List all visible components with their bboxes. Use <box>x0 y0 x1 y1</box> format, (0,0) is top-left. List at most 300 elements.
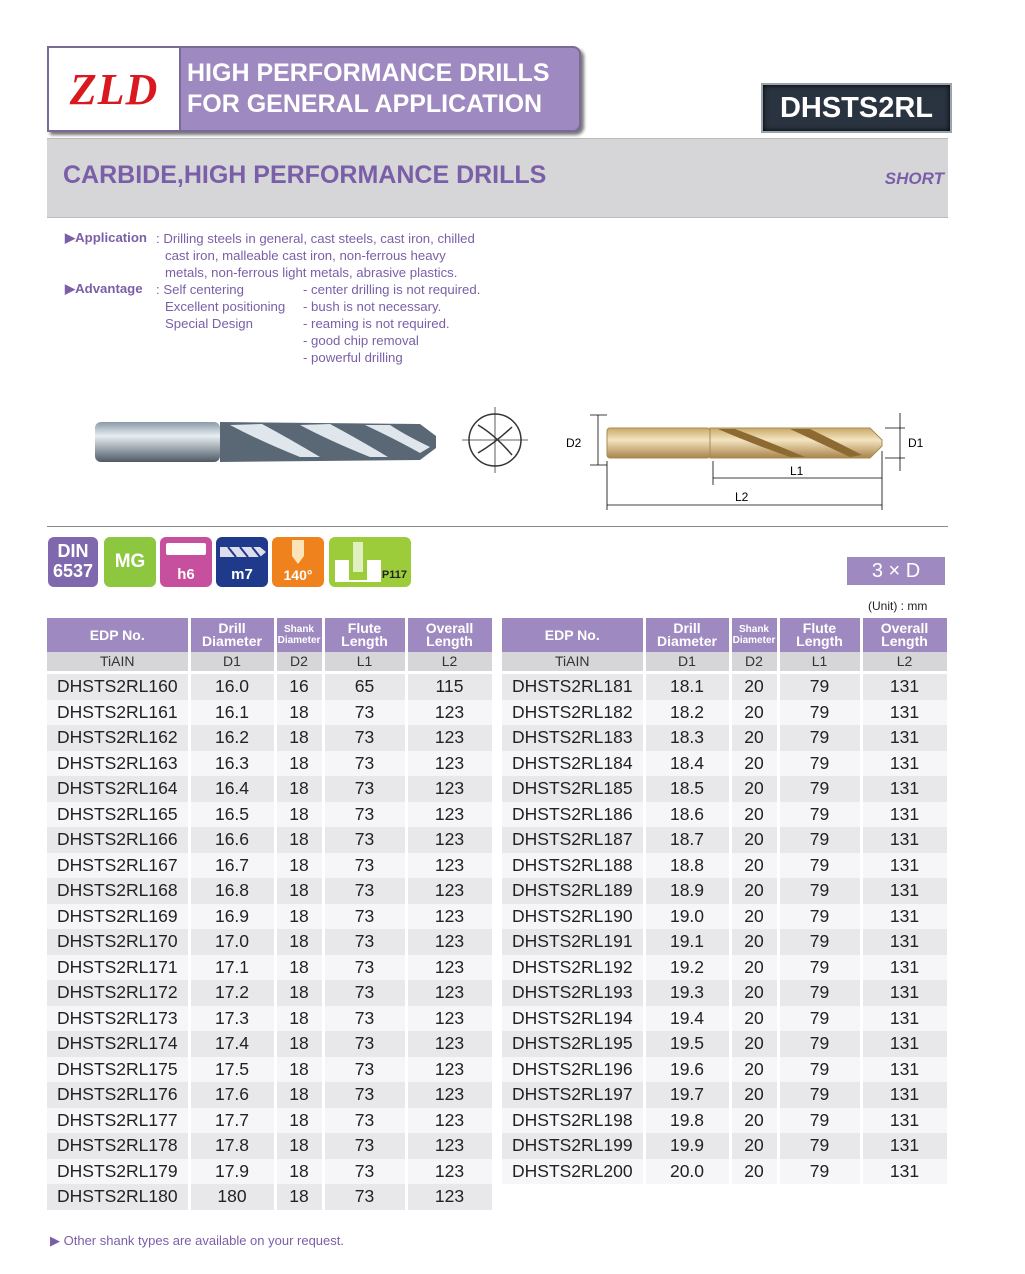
table-row <box>502 674 948 700</box>
overall-length-cell: 123 <box>406 1057 493 1083</box>
header-line: Length <box>796 633 843 649</box>
l1-label: L1 <box>790 464 804 478</box>
application-line: : Drilling steels in general, cast steels, cast iron, chilled <box>156 231 475 246</box>
table-row <box>502 725 948 751</box>
shank-diameter-cell: 18 <box>275 980 323 1006</box>
length-type-label: SHORT <box>884 169 944 188</box>
overall-length-cell: 131 <box>861 725 948 751</box>
diameter-tolerance-icon <box>216 537 268 587</box>
advantage-note: - reaming is not required. <box>303 316 450 331</box>
table-row <box>502 1133 948 1159</box>
drill-diameter-cell: 16.4 <box>189 776 275 802</box>
overall-length-cell: 123 <box>406 929 493 955</box>
drill-diameter-cell: 16.3 <box>189 751 275 777</box>
overall-length-cell: 131 <box>861 1006 948 1032</box>
edp-cell: DHSTS2RL190 <box>502 904 644 930</box>
flute-length-cell: 79 <box>778 776 861 802</box>
drill-diameter-cell: 18.7 <box>644 827 730 853</box>
category-band <box>47 138 948 218</box>
edp-cell: DHSTS2RL188 <box>502 853 644 879</box>
product-code-badge: DHSTS2RL <box>761 83 952 133</box>
edp-cell: DHSTS2RL177 <box>47 1108 189 1134</box>
flute-length-cell: 73 <box>323 1159 406 1185</box>
advantage-item: Excellent positioning <box>165 299 286 314</box>
drill-diameter-cell: 18.4 <box>644 751 730 777</box>
shank-diameter-cell: 18 <box>275 904 323 930</box>
header-line: Flute <box>347 620 382 636</box>
flute-length-cell: 79 <box>778 1031 861 1057</box>
header-line: Drill <box>673 620 701 636</box>
shank-diameter-cell: 18 <box>275 929 323 955</box>
overall-length-cell: 131 <box>861 1159 948 1185</box>
length-ratio-badge: 3 × D <box>847 557 945 585</box>
overall-length-cell: 131 <box>861 853 948 879</box>
shank-diameter-cell: 20 <box>730 1031 778 1057</box>
overall-length-cell: 123 <box>406 904 493 930</box>
shank-diameter-cell: 18 <box>275 1159 323 1185</box>
shank-diameter-cell: 18 <box>275 1006 323 1032</box>
drill-diameter-cell: 18.5 <box>644 776 730 802</box>
shank-diameter-cell: 18 <box>275 878 323 904</box>
table-row <box>502 802 948 828</box>
table-row <box>47 751 493 777</box>
shank-diameter-cell: 18 <box>275 1184 323 1210</box>
brand-title-line2: FOR GENERAL APPLICATION <box>187 90 543 118</box>
table-row <box>502 1006 948 1032</box>
overall-length-cell: 123 <box>406 878 493 904</box>
h6-label: h6 <box>177 566 195 583</box>
header-line: Length <box>881 633 928 649</box>
shank-diameter-cell: 20 <box>730 725 778 751</box>
edp-header <box>502 618 644 652</box>
drill-diameter-cell: 180 <box>189 1184 275 1210</box>
drill-diameter-cell: 17.8 <box>189 1133 275 1159</box>
flute-length-cell: 79 <box>778 827 861 853</box>
table-row <box>502 1057 948 1083</box>
shank-diameter-cell: 18 <box>275 751 323 777</box>
header-line: Diameter <box>277 635 321 646</box>
drill-diameter-cell: 19.9 <box>644 1133 730 1159</box>
flute-length-cell: 73 <box>323 955 406 981</box>
coating-subheader: TiAIN <box>502 652 644 671</box>
drill-drawings <box>0 395 1025 525</box>
overall-length-cell: 131 <box>861 980 948 1006</box>
overall-length-cell: 123 <box>406 980 493 1006</box>
table-row <box>502 980 948 1006</box>
din-standard-icon <box>48 537 98 587</box>
drill-diameter-cell: 19.4 <box>644 1006 730 1032</box>
drill-diameter-cell: 19.3 <box>644 980 730 1006</box>
overall-length-cell: 123 <box>406 776 493 802</box>
overall-length-cell: 123 <box>406 827 493 853</box>
coating-subheader: TiAIN <box>47 652 189 671</box>
table-row <box>502 751 948 777</box>
flute-length-cell: 73 <box>323 878 406 904</box>
flute-length-cell: 73 <box>323 904 406 930</box>
flute-length-cell: 79 <box>778 802 861 828</box>
flute-length-header <box>323 618 406 652</box>
overall-length-cell: 123 <box>406 725 493 751</box>
edp-cell: DHSTS2RL193 <box>502 980 644 1006</box>
edp-cell: DHSTS2RL166 <box>47 827 189 853</box>
header-line: Overall <box>425 620 474 636</box>
flute-length-cell: 79 <box>778 1159 861 1185</box>
brand-title <box>187 58 550 120</box>
edp-cell: DHSTS2RL182 <box>502 700 644 726</box>
drill-diameter-cell: 16.6 <box>189 827 275 853</box>
drill-diameter-cell: 16.0 <box>189 674 275 700</box>
edp-cell: DHSTS2RL194 <box>502 1006 644 1032</box>
edp-cell: DHSTS2RL183 <box>502 725 644 751</box>
table-row <box>47 878 493 904</box>
flute-length-cell: 73 <box>323 827 406 853</box>
advantage-note: - center drilling is not required. <box>303 282 481 297</box>
drill-diameter-cell: 17.1 <box>189 955 275 981</box>
overall-length-cell: 123 <box>406 802 493 828</box>
flute-length-cell: 65 <box>323 674 406 700</box>
table-row <box>502 853 948 879</box>
flute-length-cell: 79 <box>778 751 861 777</box>
edp-cell: DHSTS2RL169 <box>47 904 189 930</box>
edp-cell: DHSTS2RL179 <box>47 1159 189 1185</box>
edp-cell: DHSTS2RL160 <box>47 674 189 700</box>
flute-length-cell: 73 <box>323 929 406 955</box>
overall-length-cell: 131 <box>861 955 948 981</box>
drill-diameter-cell: 16.5 <box>189 802 275 828</box>
flute-length-cell: 79 <box>778 1006 861 1032</box>
flute-length-cell: 79 <box>778 904 861 930</box>
din-line2: 6537 <box>52 561 94 581</box>
edp-cell: DHSTS2RL170 <box>47 929 189 955</box>
edp-cell: DHSTS2RL192 <box>502 955 644 981</box>
drill-diameter-cell: 17.7 <box>189 1108 275 1134</box>
edp-cell: DHSTS2RL187 <box>502 827 644 853</box>
table-row <box>47 725 493 751</box>
shank-diameter-cell: 16 <box>275 674 323 700</box>
drill-diameter-cell: 18.3 <box>644 725 730 751</box>
logo <box>49 48 181 130</box>
flute-length-cell: 73 <box>323 1133 406 1159</box>
shank-diameter-cell: 20 <box>730 827 778 853</box>
drill-diameter-cell: 18.9 <box>644 878 730 904</box>
application-line: cast iron, malleable cast iron, non-ferrous heavy <box>165 248 446 263</box>
flute-length-cell: 73 <box>323 802 406 828</box>
flute-length-cell: 73 <box>323 751 406 777</box>
drill-diameter-cell: 19.1 <box>644 929 730 955</box>
flute-length-cell: 79 <box>778 1082 861 1108</box>
table-row <box>47 1133 493 1159</box>
shank-diameter-header <box>730 618 778 652</box>
drill-diameter-header <box>644 618 730 652</box>
shank-diameter-cell: 20 <box>730 980 778 1006</box>
table-row <box>502 1031 948 1057</box>
shank-diameter-cell: 20 <box>730 1082 778 1108</box>
flute-length-cell: 79 <box>778 700 861 726</box>
shank-diameter-cell: 20 <box>730 1108 778 1134</box>
drill-diameter-cell: 19.5 <box>644 1031 730 1057</box>
shank-diameter-cell: 18 <box>275 1108 323 1134</box>
table-row <box>47 980 493 1006</box>
drill-diameter-cell: 17.4 <box>189 1031 275 1057</box>
table-row <box>502 1082 948 1108</box>
table-row <box>47 776 493 802</box>
overall-length-cell: 115 <box>406 674 493 700</box>
drill-diameter-cell: 18.1 <box>644 674 730 700</box>
d2-label: D2 <box>566 436 582 450</box>
advantage-note: - bush is not necessary. <box>303 299 442 314</box>
shank-diameter-header <box>275 618 323 652</box>
table-body-right <box>502 671 948 1184</box>
drill-diameter-cell: 19.2 <box>644 955 730 981</box>
d2-subheader: D2 <box>275 652 323 671</box>
overall-length-cell: 123 <box>406 1184 493 1210</box>
edp-header-text: EDP No. <box>544 626 600 643</box>
drill-diameter-cell: 19.0 <box>644 904 730 930</box>
shank-diameter-cell: 20 <box>730 674 778 700</box>
edp-cell: DHSTS2RL167 <box>47 853 189 879</box>
shank-diameter-cell: 20 <box>730 1057 778 1083</box>
flute-length-cell: 79 <box>778 1108 861 1134</box>
material-grade-icon: MG <box>104 537 156 587</box>
overall-length-cell: 131 <box>861 827 948 853</box>
footnote: ▶ Other shank types are available on your request. <box>50 1233 344 1248</box>
edp-cell: DHSTS2RL199 <box>502 1133 644 1159</box>
advantage-item: Special Design <box>165 316 253 331</box>
edp-cell: DHSTS2RL161 <box>47 700 189 726</box>
shank-diameter-cell: 18 <box>275 1057 323 1083</box>
shank-diameter-cell: 20 <box>730 1159 778 1185</box>
flute-length-cell: 79 <box>778 929 861 955</box>
table-row <box>47 1184 493 1210</box>
table-row <box>502 1159 948 1185</box>
table-row <box>502 776 948 802</box>
d2-subheader: D2 <box>730 652 778 671</box>
header-line: Shank <box>738 624 769 635</box>
drill-diameter-cell: 18.8 <box>644 853 730 879</box>
drill-diameter-header <box>189 618 275 652</box>
edp-cell: DHSTS2RL176 <box>47 1082 189 1108</box>
overall-length-cell: 123 <box>406 1159 493 1185</box>
l1-subheader: L1 <box>778 652 861 671</box>
drill-diameter-cell: 20.0 <box>644 1159 730 1185</box>
flute-length-cell: 79 <box>778 674 861 700</box>
table-row <box>502 904 948 930</box>
drill-diameter-cell: 16.7 <box>189 853 275 879</box>
table-row <box>47 904 493 930</box>
overall-length-cell: 131 <box>861 1057 948 1083</box>
drill-diameter-cell: 17.2 <box>189 980 275 1006</box>
shank-diameter-cell: 18 <box>275 700 323 726</box>
overall-length-cell: 131 <box>861 1031 948 1057</box>
table-row <box>502 827 948 853</box>
header-line: Length <box>426 633 473 649</box>
overall-length-cell: 123 <box>406 1006 493 1032</box>
l1-subheader: L1 <box>323 652 406 671</box>
table-row <box>47 1082 493 1108</box>
edp-cell: DHSTS2RL195 <box>502 1031 644 1057</box>
flute-length-cell: 73 <box>323 776 406 802</box>
shank-diameter-cell: 20 <box>730 878 778 904</box>
table-body-left <box>47 671 493 1210</box>
drill-diameter-cell: 17.5 <box>189 1057 275 1083</box>
drill-diameter-cell: 18.2 <box>644 700 730 726</box>
edp-cell: DHSTS2RL174 <box>47 1031 189 1057</box>
header-line: Drill <box>218 620 246 636</box>
flute-length-cell: 73 <box>323 980 406 1006</box>
shank-diameter-cell: 18 <box>275 853 323 879</box>
shank-diameter-cell: 18 <box>275 955 323 981</box>
flute-length-cell: 79 <box>778 878 861 904</box>
advantage-left <box>156 281 285 332</box>
edp-header <box>47 618 189 652</box>
edp-cell: DHSTS2RL175 <box>47 1057 189 1083</box>
flute-length-cell: 79 <box>778 725 861 751</box>
flute-length-cell: 79 <box>778 853 861 879</box>
table-row <box>502 700 948 726</box>
table-row <box>47 955 493 981</box>
din-line1: DIN <box>57 541 89 561</box>
flute-length-cell: 73 <box>323 700 406 726</box>
header-line: Diameter <box>202 633 262 649</box>
application-text <box>156 230 475 281</box>
table-row <box>502 878 948 904</box>
edp-cell: DHSTS2RL164 <box>47 776 189 802</box>
overall-length-cell: 131 <box>861 751 948 777</box>
header-line: Diameter <box>657 633 717 649</box>
shank-diameter-cell: 20 <box>730 1133 778 1159</box>
overall-length-header <box>406 618 493 652</box>
category-title: CARBIDE,HIGH PERFORMANCE DRILLS <box>63 161 547 189</box>
overall-length-cell: 131 <box>861 929 948 955</box>
edp-cell: DHSTS2RL165 <box>47 802 189 828</box>
edp-cell: DHSTS2RL189 <box>502 878 644 904</box>
header-line: Overall <box>880 620 929 636</box>
l2-subheader: L2 <box>861 652 948 671</box>
header-line: Length <box>341 633 388 649</box>
overall-length-cell: 131 <box>861 878 948 904</box>
flute-length-cell: 73 <box>323 1006 406 1032</box>
flute-length-cell: 73 <box>323 1031 406 1057</box>
advantage-label: ▶Advantage <box>65 281 143 296</box>
angle-label: 140° <box>283 567 313 583</box>
overall-length-cell: 131 <box>861 776 948 802</box>
overall-length-cell: 131 <box>861 1133 948 1159</box>
edp-cell: DHSTS2RL198 <box>502 1108 644 1134</box>
advantage-right <box>303 281 480 366</box>
edp-cell: DHSTS2RL196 <box>502 1057 644 1083</box>
unit-label: (Unit) : mm <box>868 599 928 613</box>
edp-cell: DHSTS2RL184 <box>502 751 644 777</box>
advantage-note: - powerful drilling <box>303 350 403 365</box>
table-row <box>47 1031 493 1057</box>
flute-length-header <box>778 618 861 652</box>
flute-length-cell: 73 <box>323 1082 406 1108</box>
drill-diameter-cell: 19.6 <box>644 1057 730 1083</box>
shank-diameter-cell: 20 <box>730 751 778 777</box>
application-p117-icon <box>329 537 411 587</box>
overall-length-header <box>861 618 948 652</box>
table-row <box>47 700 493 726</box>
drill-diameter-cell: 17.3 <box>189 1006 275 1032</box>
shank-diameter-cell: 20 <box>730 802 778 828</box>
flute-length-cell: 73 <box>323 1108 406 1134</box>
drill-diameter-cell: 17.6 <box>189 1082 275 1108</box>
brand-header <box>47 46 581 132</box>
overall-length-cell: 131 <box>861 1082 948 1108</box>
table-row <box>47 1057 493 1083</box>
header-line: Flute <box>802 620 837 636</box>
edp-cell: DHSTS2RL181 <box>502 674 644 700</box>
application-line: metals, non-ferrous light metals, abrasive plastics. <box>165 265 458 280</box>
d1-label: D1 <box>908 436 924 450</box>
flute-length-cell: 73 <box>323 1057 406 1083</box>
l2-label: L2 <box>735 490 749 504</box>
shank-diameter-cell: 20 <box>730 1006 778 1032</box>
advantage-item: : Self centering <box>156 282 244 297</box>
drill-diameter-cell: 19.8 <box>644 1108 730 1134</box>
shank-diameter-cell: 20 <box>730 929 778 955</box>
header-line: Shank <box>283 624 314 635</box>
overall-length-cell: 131 <box>861 1108 948 1134</box>
flute-length-cell: 79 <box>778 980 861 1006</box>
table-row <box>47 1006 493 1032</box>
table-row <box>502 955 948 981</box>
shank-diameter-cell: 20 <box>730 955 778 981</box>
flute-length-cell: 79 <box>778 1057 861 1083</box>
point-angle-icon <box>272 537 324 587</box>
shank-diameter-cell: 18 <box>275 725 323 751</box>
m7-label: m7 <box>231 566 253 583</box>
table-row <box>502 929 948 955</box>
edp-cell: DHSTS2RL186 <box>502 802 644 828</box>
drill-diameter-cell: 18.6 <box>644 802 730 828</box>
edp-cell: DHSTS2RL178 <box>47 1133 189 1159</box>
flute-length-cell: 79 <box>778 955 861 981</box>
drill-diameter-cell: 16.2 <box>189 725 275 751</box>
drill-diameter-cell: 19.7 <box>644 1082 730 1108</box>
brand-title-line1: HIGH PERFORMANCE DRILLS <box>187 59 550 87</box>
edp-cell: DHSTS2RL191 <box>502 929 644 955</box>
l2-subheader: L2 <box>406 652 493 671</box>
application-label: ▶Application <box>65 230 147 245</box>
drill-diameter-cell: 16.9 <box>189 904 275 930</box>
table-row <box>47 827 493 853</box>
edp-cell: DHSTS2RL197 <box>502 1082 644 1108</box>
overall-length-cell: 123 <box>406 1082 493 1108</box>
drill-diameter-cell: 16.8 <box>189 878 275 904</box>
overall-length-cell: 123 <box>406 1031 493 1057</box>
drill-diameter-cell: 17.9 <box>189 1159 275 1185</box>
shank-diameter-cell: 18 <box>275 802 323 828</box>
overall-length-cell: 131 <box>861 904 948 930</box>
edp-cell: DHSTS2RL185 <box>502 776 644 802</box>
divider <box>47 526 948 527</box>
shank-diameter-cell: 20 <box>730 776 778 802</box>
shank-diameter-cell: 18 <box>275 776 323 802</box>
overall-length-cell: 131 <box>861 674 948 700</box>
drill-diameter-cell: 17.0 <box>189 929 275 955</box>
d1-subheader: D1 <box>189 652 275 671</box>
edp-cell: DHSTS2RL168 <box>47 878 189 904</box>
header-line: Diameter <box>732 635 776 646</box>
shank-diameter-cell: 20 <box>730 853 778 879</box>
edp-cell: DHSTS2RL180 <box>47 1184 189 1210</box>
overall-length-cell: 131 <box>861 802 948 828</box>
spec-table-left <box>47 618 495 1210</box>
edp-cell: DHSTS2RL173 <box>47 1006 189 1032</box>
overall-length-cell: 123 <box>406 1108 493 1134</box>
edp-cell: DHSTS2RL162 <box>47 725 189 751</box>
